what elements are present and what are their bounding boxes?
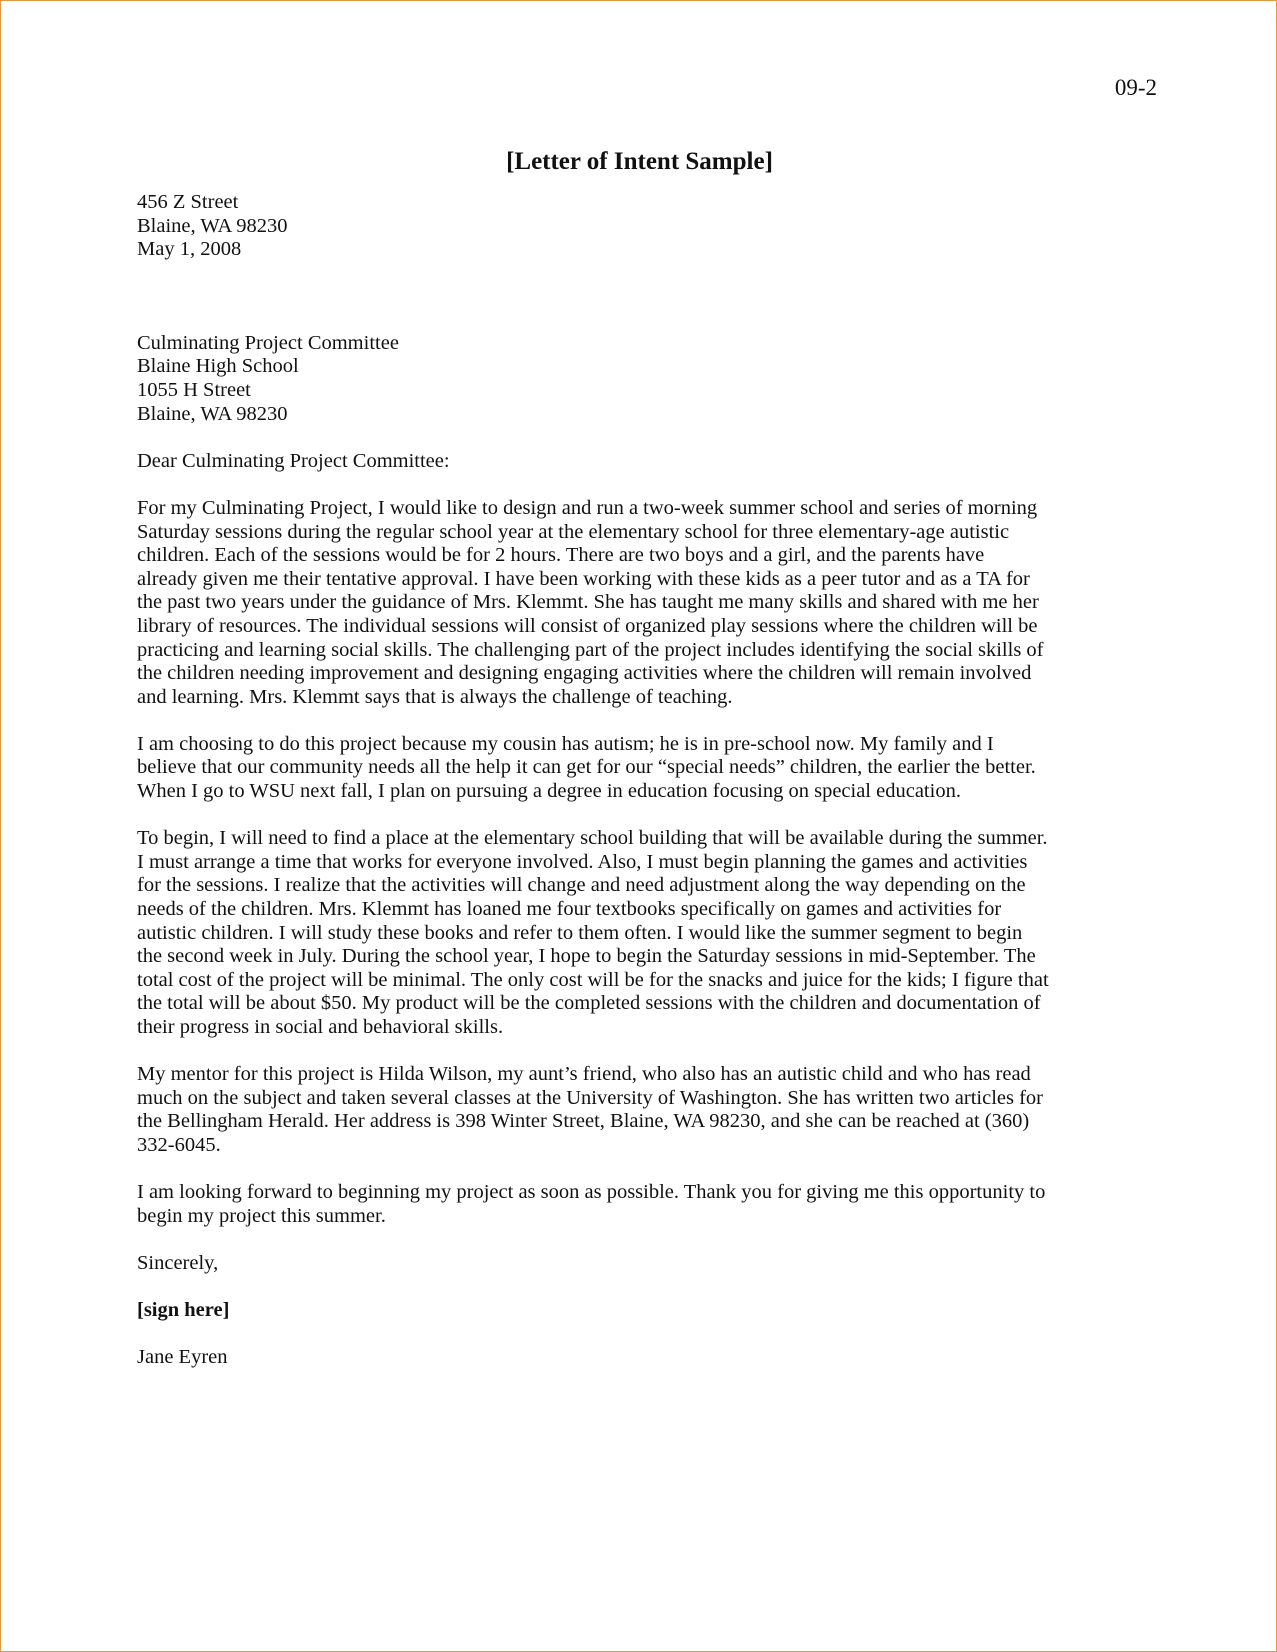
body-paragraph bbox=[137, 733, 1162, 804]
recipient-street: 1055 H Street bbox=[137, 378, 251, 401]
paragraph-line: the second week in July. During the school year, I hope to begin the Saturday sessions in mid-September. The bbox=[137, 945, 1036, 968]
paragraph-line: autistic children. I will study these books and refer to them often. I would like the summer segment to begin bbox=[137, 921, 1023, 944]
paragraph-line: needs of the children. Mrs. Klemmt has loaned me four textbooks specifically on games and activities for bbox=[137, 898, 1002, 921]
paragraph-line: When I go to WSU next fall, I plan on pursuing a degree in education focusing on special education. bbox=[137, 780, 961, 803]
page-number: 09-2 bbox=[1114, 75, 1157, 100]
paragraph-line: children. Each of the sessions would be for 2 hours. There are two boys and a girl, and the parents have bbox=[137, 544, 985, 567]
paragraph-line: I am looking forward to beginning my project as soon as possible. Thank you for giving me this opportunity to bbox=[137, 1181, 1046, 1204]
sender-street: 456 Z Street bbox=[137, 191, 239, 213]
paragraph-line: I must arrange a time that works for everyone involved. Also, I must begin planning the games and activities bbox=[137, 850, 1028, 873]
letter-paragraphs bbox=[137, 497, 1162, 1228]
paragraph-line: believe that our community needs all the help it can get for our “special needs” children, the earlier the better. bbox=[137, 756, 1036, 779]
paragraph-line: begin my project this summer. bbox=[137, 1204, 386, 1227]
paragraph-line: I am choosing to do this project because my cousin has autism; he is in pre-school now. My family and I bbox=[137, 732, 994, 755]
paragraph-line: library of resources. The individual sessions will consist of organized play sessions where the children will be bbox=[137, 614, 1038, 637]
paragraph-line: the Bellingham Herald. Her address is 398 Winter Street, Blaine, WA 98230, and she can be reached at (360) bbox=[137, 1110, 1030, 1133]
paragraph-line: To begin, I will need to find a place at the elementary school building that will be available during the summer. bbox=[137, 827, 1048, 850]
body-paragraph bbox=[137, 1063, 1162, 1157]
paragraph-line: for the sessions. I realize that the activities will change and need adjustment along the way depending on the bbox=[137, 874, 1026, 897]
signature-placeholder: [sign here] bbox=[137, 1299, 230, 1322]
body-paragraph bbox=[137, 827, 1162, 1039]
sender-city: Blaine, WA 98230 bbox=[137, 214, 288, 237]
spacer bbox=[137, 262, 1162, 332]
paragraph-line: much on the subject and taken several classes at the University of Washington. She has written two articles for bbox=[137, 1086, 1043, 1109]
recipient-city: Blaine, WA 98230 bbox=[137, 402, 288, 425]
paragraph-line: total cost of the project will be minimal. The only cost will be for the snacks and juice for the kids; I figure that bbox=[137, 968, 1049, 991]
paragraph-line: Saturday sessions during the regular school year at the elementary school for three elementary-age autistic bbox=[137, 520, 1010, 543]
signer-name: Jane Eyren bbox=[137, 1346, 228, 1369]
paragraph-line: their progress in social and behavioral skills. bbox=[137, 1016, 504, 1038]
paragraph-line: the total will be about $50. My product will be the completed sessions with the children and documentation of bbox=[137, 992, 1041, 1015]
letter-body bbox=[137, 147, 1162, 1370]
paragraph-line: practicing and learning social skills. The challenging part of the project includes identifying the social skills of bbox=[137, 638, 1044, 661]
paragraph-line: already given me their tentative approval. I have been working with these kids as a peer tutor and as a TA for bbox=[137, 567, 1030, 590]
paragraph-line: 332-6045. bbox=[137, 1133, 221, 1156]
letter-date: May 1, 2008 bbox=[137, 238, 242, 261]
recipient-name: Culminating Project Committee bbox=[137, 331, 399, 354]
paragraph-line: the past two years under the guidance of Mrs. Klemmt. She has taught me many skills and shared with me her bbox=[137, 591, 1039, 614]
body-paragraph bbox=[137, 1181, 1162, 1228]
paragraph-line: the children needing improvement and designing engaging activities where the children will remain involved bbox=[137, 662, 1032, 685]
body-paragraph bbox=[137, 497, 1162, 709]
paragraph-line: and learning. Mrs. Klemmt says that is always the challenge of teaching. bbox=[137, 685, 733, 708]
letter-title: [Letter of Intent Sample] bbox=[506, 148, 773, 175]
paragraph-line: For my Culminating Project, I would like to design and run a two-week summer school and series of morning bbox=[137, 496, 1038, 519]
closing: Sincerely, bbox=[137, 1251, 219, 1274]
salutation: Dear Culminating Project Committee: bbox=[137, 449, 450, 472]
paragraph-line: My mentor for this project is Hilda Wilson, my aunt’s friend, who also has an autistic child and who has read bbox=[137, 1063, 1031, 1086]
recipient-org: Blaine High School bbox=[137, 355, 299, 378]
sender-address bbox=[137, 191, 1162, 262]
recipient-address bbox=[137, 332, 1162, 426]
